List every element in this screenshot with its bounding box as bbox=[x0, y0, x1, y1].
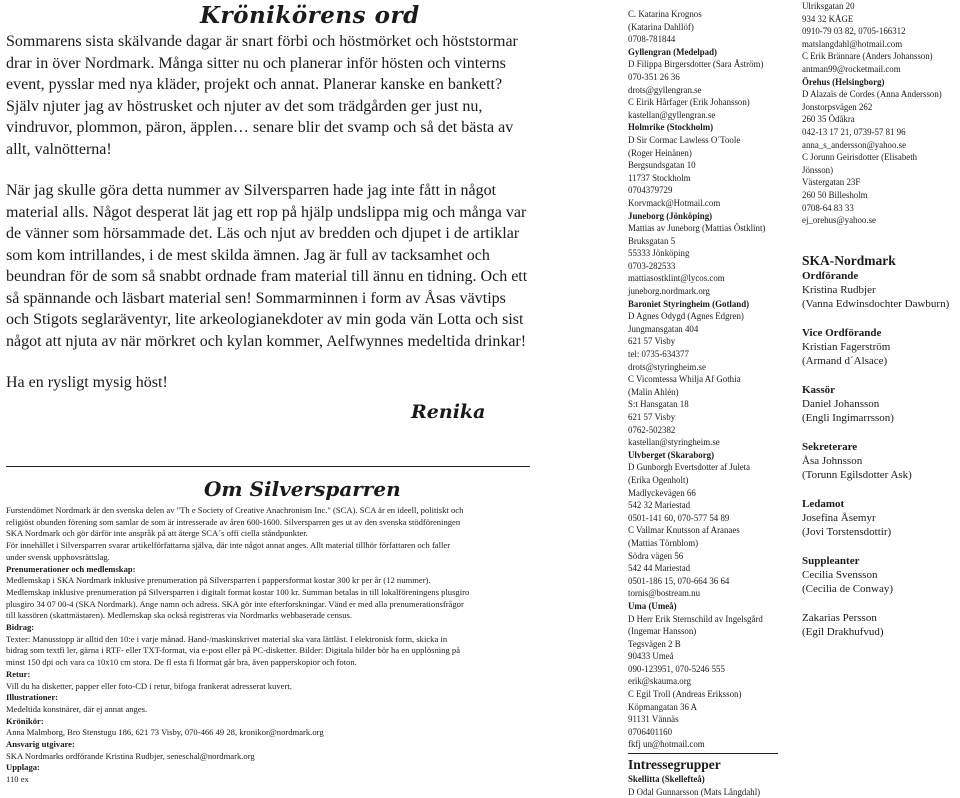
contact-line: Madlyckevägen 66 bbox=[628, 487, 696, 498]
contact-line: 91131 Vännäs bbox=[628, 714, 679, 725]
board-role bbox=[802, 440, 958, 483]
contact-line: Köpmangatan 36 A bbox=[628, 701, 698, 712]
contact-heading: Holmrike (Stockholm) bbox=[628, 122, 714, 133]
contact-heading: Juneborg (Jönköping) bbox=[628, 210, 713, 221]
contact-line: (Malin Ahlén) bbox=[628, 386, 679, 397]
contact-line: D Agnes Odygd (Agnes Edgren) bbox=[628, 311, 744, 322]
role-person: Kristian Fagerström bbox=[802, 340, 891, 353]
colophon-line: Medeltida konstnärer, där ej annat anges. bbox=[6, 703, 148, 714]
contact-heading: Ulvberget (Skaraborg) bbox=[628, 449, 715, 460]
board-title: SKA-Nordmark bbox=[802, 252, 896, 268]
board-role bbox=[802, 611, 958, 640]
contact-line: 0706401160 bbox=[628, 726, 673, 737]
contact-line: D Sir Cormac Lawless O´Toole bbox=[628, 134, 741, 145]
group-contacts bbox=[802, 0, 958, 227]
contact-line: anna_s_andersson@yahoo.se bbox=[802, 139, 907, 150]
editorial-paragraph-3: Ha en rysligt mysig höst! bbox=[6, 374, 168, 391]
contact-line: (Roger Heinänen) bbox=[628, 147, 692, 158]
contact-line: fkfj un@hotmail.com bbox=[628, 739, 705, 750]
contact-line: C. Katarina Krognos bbox=[628, 9, 702, 19]
board-role bbox=[802, 269, 958, 312]
board-roles bbox=[802, 269, 958, 640]
contact-line: erik@skauma.org bbox=[628, 676, 691, 687]
contact-line: 0762-502382 bbox=[628, 424, 676, 435]
contact-line: C Egil Troll (Andreas Eriksson) bbox=[628, 689, 742, 700]
contact-line: ej_orehus@yahoo.se bbox=[802, 215, 876, 226]
role-person: (Engli Ingimarrsson) bbox=[802, 412, 894, 425]
contact-line: Tegsvägen 2 B bbox=[628, 638, 681, 649]
role-person: (Torunn Egilsdotter Ask) bbox=[802, 469, 912, 482]
board-block bbox=[802, 252, 958, 640]
contact-line: D Filippa Birgersdotter (Sara Åström) bbox=[628, 59, 764, 70]
colophon-line: bidrag som textfi ler, gärna i RTF- eller TXT-format, via e-post eller på PC-disketter. Bilder: Digitala bilder bör ha en upplösning på bbox=[6, 645, 461, 656]
colophon-line: Anna Malmborg, Bro Stenstugu 186, 621 73 Visby, 070-466 49 28, kronikor@nordmark.org bbox=[6, 727, 324, 738]
board-role bbox=[802, 326, 958, 369]
role-person: Cecilia Svensson bbox=[802, 568, 878, 581]
contact-line: 542 32 Mariestad bbox=[628, 500, 691, 511]
editorial-text bbox=[6, 31, 530, 394]
colophon-line: religiöst obunden förening som samlar de som är intresserade av åren 600-1600. Silversparren ges ut av den svenska stödföreningen bbox=[6, 516, 461, 527]
contact-line: C Eirik Hårfager (Erik Johansson) bbox=[628, 97, 750, 108]
colophon-line: Texter: Manusstopp är alltid den 10:e i varje månad. Hand-/maskinskrivet material ska vara lättläst. I elektronisk form, skicka in bbox=[6, 633, 448, 644]
editorial-paragraph-1: Sommarens sista skälvande dagar är snart förbi och höstmörket och höststormar drar in över Nordmark. Många sitter nu och planerar inför hösten och vinterns event, pysslar med nya kläder, projekt och annat. Planerar kanske en bankett? Själv njuter jag av höstrusket och njuter av det som trädgården ger just nu, vindruvor, plommon, päron, äpplen… senare blir det svamp och så det bästa av allt, valnötterna! bbox=[6, 33, 518, 158]
contact-line: Jungmansgatan 404 bbox=[628, 323, 699, 334]
contact-line: 55333 Jönköping bbox=[628, 248, 690, 259]
contact-line: 260 35 Ödåkra bbox=[802, 114, 855, 125]
contact-line: kastellan@styringheim.se bbox=[628, 437, 720, 448]
contact-line: D Herr Erik Sternschild av Ingelsgård bbox=[628, 613, 763, 624]
role-person: Åsa Johnsson bbox=[802, 454, 863, 467]
contact-line: (Katarina Dahllöf) bbox=[628, 21, 694, 32]
contact-line: mattiasostklint@lycos.com bbox=[628, 273, 725, 284]
board-role bbox=[802, 383, 958, 426]
colophon-line: minst 150 dpi och vara ca 10x10 cm stora. De fl esta fi lformat går bra, även papperskopior och foton. bbox=[6, 657, 357, 668]
role-person: Josefina Åsemyr bbox=[802, 511, 876, 524]
colophon-heading: Retur: bbox=[6, 668, 31, 679]
contact-heading: Baroniet Styringheim (Gotland) bbox=[628, 298, 750, 309]
contact-line: 11737 Stockholm bbox=[628, 172, 691, 183]
contact-line: Bergsundsgatan 10 bbox=[628, 160, 696, 171]
contact-heading: Uma (Umeå) bbox=[628, 600, 677, 611]
role-title: Kassör bbox=[802, 383, 835, 396]
colophon-line: Furstendömet Nordmark är den svenska delen av "Th e Society of Creative Anachronism Inc." (SCA). SCA är en ideell, politiskt och bbox=[6, 505, 464, 515]
contact-line: 90433 Umeå bbox=[628, 651, 674, 662]
contact-line: D Gunborgh Evertsdotter af Juleta bbox=[628, 462, 751, 473]
role-person: (Vanna Edwinsdochter Dawburn) bbox=[802, 298, 950, 311]
role-person: Daniel Johansson bbox=[802, 397, 880, 410]
role-title: Ledamot bbox=[802, 497, 845, 510]
middle-column bbox=[628, 8, 778, 798]
board-role bbox=[802, 554, 958, 597]
role-person: (Armand d´Alsace) bbox=[802, 355, 888, 368]
contact-line: drots@styringheim.se bbox=[628, 361, 706, 372]
role-person: Kristina Rudbjer bbox=[802, 283, 876, 296]
colophon-line: Vill du ha disketter, papper eller foto-CD i retur, bifoga frankerat adresserat kuvert. bbox=[6, 680, 292, 691]
contact-line: C Vallmar Knutsson af Aranaes bbox=[628, 525, 740, 536]
colophon-line: 110 ex bbox=[6, 774, 29, 785]
contact-line: tel: 0735-634377 bbox=[628, 349, 689, 360]
colophon-line: Medlemskap i SKA Nordmark inklusive prenumeration på Silversparren i pappersformat kostar 300 kr per år (12 nummer). bbox=[6, 575, 431, 586]
contact-line: kastellan@gyllengran.se bbox=[628, 109, 716, 120]
contact-line: Södra vägen 56 bbox=[628, 550, 684, 561]
interest-group-contacts bbox=[628, 773, 778, 798]
contact-line: 0708-781844 bbox=[628, 34, 676, 45]
contact-line: 934 32 KÅGE bbox=[802, 13, 854, 24]
colophon-line: plusgiro 34 07 00-4 (SKA Nordmark). Ange namn och adress. SKA gör inte efterforskningar. Vänd er med alla prenumerationsfrågor bbox=[6, 598, 464, 609]
role-person: (Jovi Torstensdottir) bbox=[802, 526, 892, 539]
role-person: Zakarias Persson bbox=[802, 611, 877, 624]
contact-line: S:t Hansgatan 18 bbox=[628, 399, 689, 410]
contact-line: juneborg.nordmark.org bbox=[628, 286, 710, 297]
role-title: Sekreterare bbox=[802, 440, 858, 453]
contact-line: 260 50 Billesholm bbox=[802, 189, 868, 200]
contact-line: Jönsson) bbox=[802, 164, 834, 175]
contact-line: Ulriksgatan 20 bbox=[802, 1, 855, 11]
colophon-heading: Bidrag: bbox=[6, 622, 35, 633]
colophon-heading: Illustrationer: bbox=[6, 692, 59, 703]
role-person: (Cecilia de Conway) bbox=[802, 583, 894, 596]
colophon-heading: Upplaga: bbox=[6, 762, 40, 773]
contact-line: 621 57 Visby bbox=[628, 336, 676, 347]
colophon bbox=[6, 505, 530, 786]
contact-line: D Alazaïs de Cordes (Anna Andersson) bbox=[802, 89, 942, 100]
contact-line: matslangdahl@hotmail.com bbox=[802, 38, 903, 49]
contact-line: Korvmack@Hotmail.com bbox=[628, 197, 721, 208]
role-person: (Egil Drakhufvud) bbox=[802, 626, 884, 639]
contact-line: C Erik Brännare (Anders Johansson) bbox=[802, 51, 933, 62]
contact-line: Bruksgatan 5 bbox=[628, 235, 676, 246]
contact-line: 621 57 Visby bbox=[628, 412, 676, 422]
colophon-heading: Krönikör: bbox=[6, 715, 44, 726]
interest-groups-title: Intressegrupper bbox=[628, 757, 721, 773]
contact-line: 0703-282533 bbox=[628, 260, 676, 271]
contact-heading: Örehus (Helsingborg) bbox=[802, 76, 885, 87]
role-title: Vice Ordförande bbox=[802, 326, 882, 339]
section-divider bbox=[6, 466, 530, 467]
contact-line: antman99@rocketmail.com bbox=[802, 63, 901, 74]
board-role bbox=[802, 497, 958, 540]
contact-line: C Vicomtessa Whilja Af Gothia bbox=[628, 374, 741, 385]
right-column bbox=[802, 0, 958, 640]
contact-line: (Mattias Törnblom) bbox=[628, 537, 699, 548]
contact-line: C Jorunn Geirisdotter (Elisabeth bbox=[802, 152, 918, 163]
role-title: Ordförande bbox=[802, 269, 859, 282]
contact-line: tornis@bostream.nu bbox=[628, 588, 701, 599]
contact-line: D Odal Gunnarsson (Mats Långdahl) bbox=[628, 786, 761, 797]
contact-line: 090-123951, 070-5246 555 bbox=[628, 663, 725, 674]
colophon-heading: Prenumerationer och medlemskap: bbox=[6, 563, 136, 574]
contact-line: Västergatan 23F bbox=[802, 177, 861, 188]
group-contacts bbox=[628, 8, 778, 751]
colophon-line: För innehållet i Silversparren svarar artikelförfattarna själva, där inte något annat anges. Allt material tillhör författaren och faller bbox=[6, 540, 451, 551]
contact-heading: Skellitta (Skellefteå) bbox=[628, 774, 705, 785]
contact-heading: Gyllengran (Medelpad) bbox=[628, 46, 717, 57]
colophon-line: SKA Nordmark och gör därför inte anspråk på att återge SCA´s offi ciella ståndpunkter. bbox=[6, 528, 308, 539]
contact-line: Jonstorpsvägen 262 bbox=[802, 101, 873, 112]
section-divider bbox=[628, 753, 778, 754]
contact-line: 0910-79 03 82, 0705-166312 bbox=[802, 26, 906, 37]
colophon-heading: Ansvarig utgivare: bbox=[6, 739, 75, 750]
contact-line: 0704379729 bbox=[628, 185, 673, 196]
colophon-line: under svensk upphovsrättslag. bbox=[6, 551, 110, 562]
signature: Renika bbox=[411, 401, 486, 423]
chronicler-title: Krönikörens ord bbox=[200, 2, 420, 29]
colophon-line: Medlemskap inklusive prenumeration på Silversparren i digitalt format kostar 100 kr. Summan betalas in till lokalföreningens plusgiro bbox=[6, 586, 470, 597]
contact-line: 0708-64 83 33 bbox=[802, 202, 854, 213]
contact-line: 542 44 Mariestad bbox=[628, 563, 691, 574]
contact-line: (Ingemar Hansson) bbox=[628, 626, 697, 637]
role-title: Suppleanter bbox=[802, 554, 860, 567]
contact-line: drots@gyllengran.se bbox=[628, 84, 702, 95]
editorial-paragraph-2: När jag skulle göra detta nummer av Silversparren hade jag inte fått in något material alls. Något desperat lät jag ett rop på hjälp undslippa mig och många var de vänner som hörsammade det. Läs och njut av bredden och djupet i de artiklar som kom intrillandes, i de mest skilda ämnen. Jag är full av tacksamhet och beundran för de som så snabbt ordnade fram material till ännu en tidning. Och ett så spännande och läsbart material sen! Sommarminnen i form av Åsas vävtips och Stigots seglaräventyr, lite arkeologianekdoter av min goda vän Lotta och sist något att njuta av när mörkret och kylan kommer, Aelfwynnes medeltida drinkar! bbox=[6, 182, 528, 350]
contact-line: 070-351 26 36 bbox=[628, 71, 680, 82]
contact-line: 042-13 17 21, 0739-57 81 96 bbox=[802, 126, 906, 137]
colophon-line: SKA Nordmarks ordförande Kristina Rudbjer, seneschal@nordmark.org bbox=[6, 750, 255, 761]
contact-line: Mattias av Juneborg (Mattias Östklint) bbox=[628, 223, 766, 234]
colophon-line: till kassören (skattmästaren). Medlemskap ska också registreras via Nordmarks webbaserade census. bbox=[6, 610, 353, 621]
contact-line: 0501-186 15, 070-664 36 64 bbox=[628, 575, 730, 586]
contact-line: (Erika Ogenholt) bbox=[628, 474, 689, 485]
contact-line: 0501-141 60, 070-577 54 89 bbox=[628, 512, 730, 523]
about-title: Om Silversparren bbox=[204, 477, 401, 501]
